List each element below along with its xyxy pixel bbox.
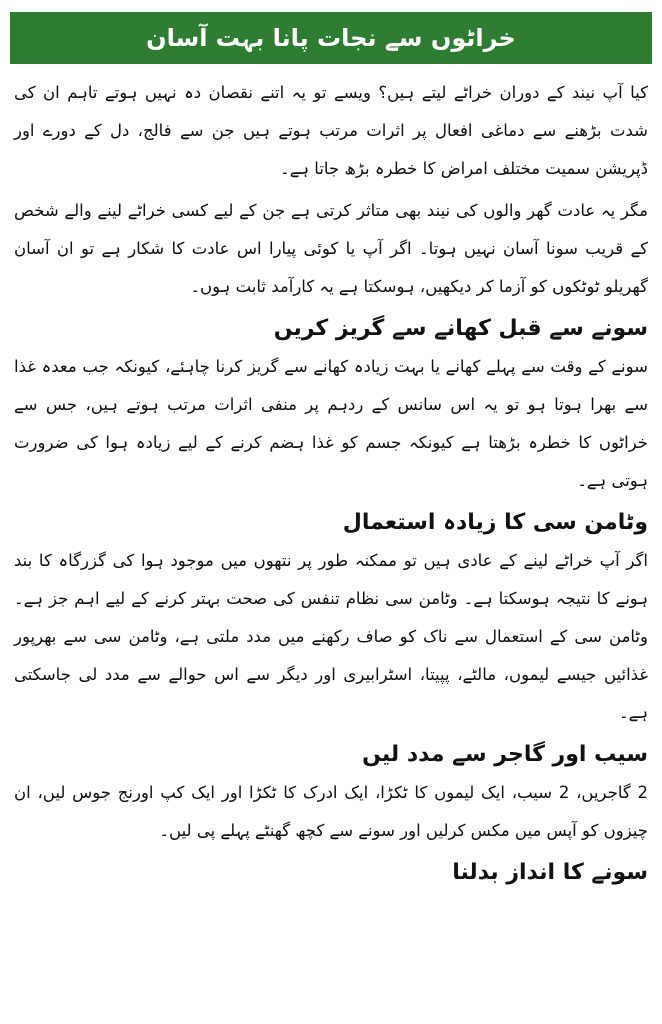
section-paragraph-vitamin-c: اگر آپ خراٹے لینے کے عادی ہیں تو ممکنہ طور پر نتھوں میں موجود ہوا کی گزرگاہ کا بند ہونے کا نتیجہ ہوسکتا ہے۔ وٹامن سی نظام تنفس کی صحت بہتر کرنے کے لیے اہم جز ہے۔ وٹامن سی کے استعمال سے ناک کو صاف رکھنے میں مدد ملتی ہے، وٹامن سی سے بھرپور غذائیں جیسے لیموں، مالٹے، پپیتا، اسٹرابیری اور دیگر سے اس حوالے سے مدد لی جاسکتی ہے۔ [14, 551, 648, 722]
intro-paragraph-1: کیا آپ نیند کے دوران خراٹے لیتے ہیں؟ ویسے تو یہ اتنے نقصان دہ نہیں ہوتے تاہم ان کی شدت بڑھنے سے دماغی افعال پر اثرات مرتب ہوتے ہیں جن سے فالج، دل کے دورے اور ڈپریشن سمیت مختلف امراض کا خطرہ بڑھ جاتا ہے۔ [14, 83, 648, 178]
section-heading-vitamin-c: وٹامن سی کا زیادہ استعمال [342, 510, 648, 535]
section-heading-avoid-eating: سونے سے قبل کھانے سے گریز کریں [273, 316, 648, 341]
section-paragraph-avoid-eating: سونے کے وقت سے پہلے کھانے یا بہت زیادہ کھانے سے گریز کرنا چاہئے، کیونکہ جب معدہ غذا سے بھرا ہوتا ہو تو یہ اس سانس کے ردہم پر منفی اثرات مرتب ہوتے ہیں، جس سے خراٹوں کا خطرہ بڑھتا ہے کیونکہ جسم کو غذا ہضم کرنے کے لیے زیادہ ہوا کی ضرورت ہوتی ہے۔ [14, 357, 648, 490]
section-paragraph-apple-carrot: 2 گاجریں، 2 سیب، ایک لیموں کا ٹکڑا، ایک ادرک کا ٹکڑا اور ایک کپ اورنج جوس لیں، ان چیزوں کو آپس میں مکس کرلیں اور سونے سے کچھ گھنٹے پہلے پی لیں۔ [14, 783, 648, 840]
article-body [0, 64, 662, 890]
intro-paragraph-2: مگر یہ عادت گھر والوں کی نیند بھی متاثر کرتی ہے جن کے لیے کسی خراٹے لینے والے شخص کے قریب سونا آسان نہیں ہوتا۔ اگر آپ یا کوئی پیارا اس عادت کا شکار ہے تو ان آسان گھریلو ٹوٹکوں کو آزما کر دیکھیں، ہوسکتا ہے یہ کارآمد ثابت ہوں۔ [14, 201, 648, 296]
section-heading-sleep-position: سونے کا انداز بدلنا [452, 860, 648, 885]
title-banner [10, 12, 652, 64]
section-heading-apple-carrot: سیب اور گاجر سے مدد لیں [362, 742, 648, 767]
article-title: خراٹوں سے نجات پانا بہت آسان [146, 24, 516, 52]
